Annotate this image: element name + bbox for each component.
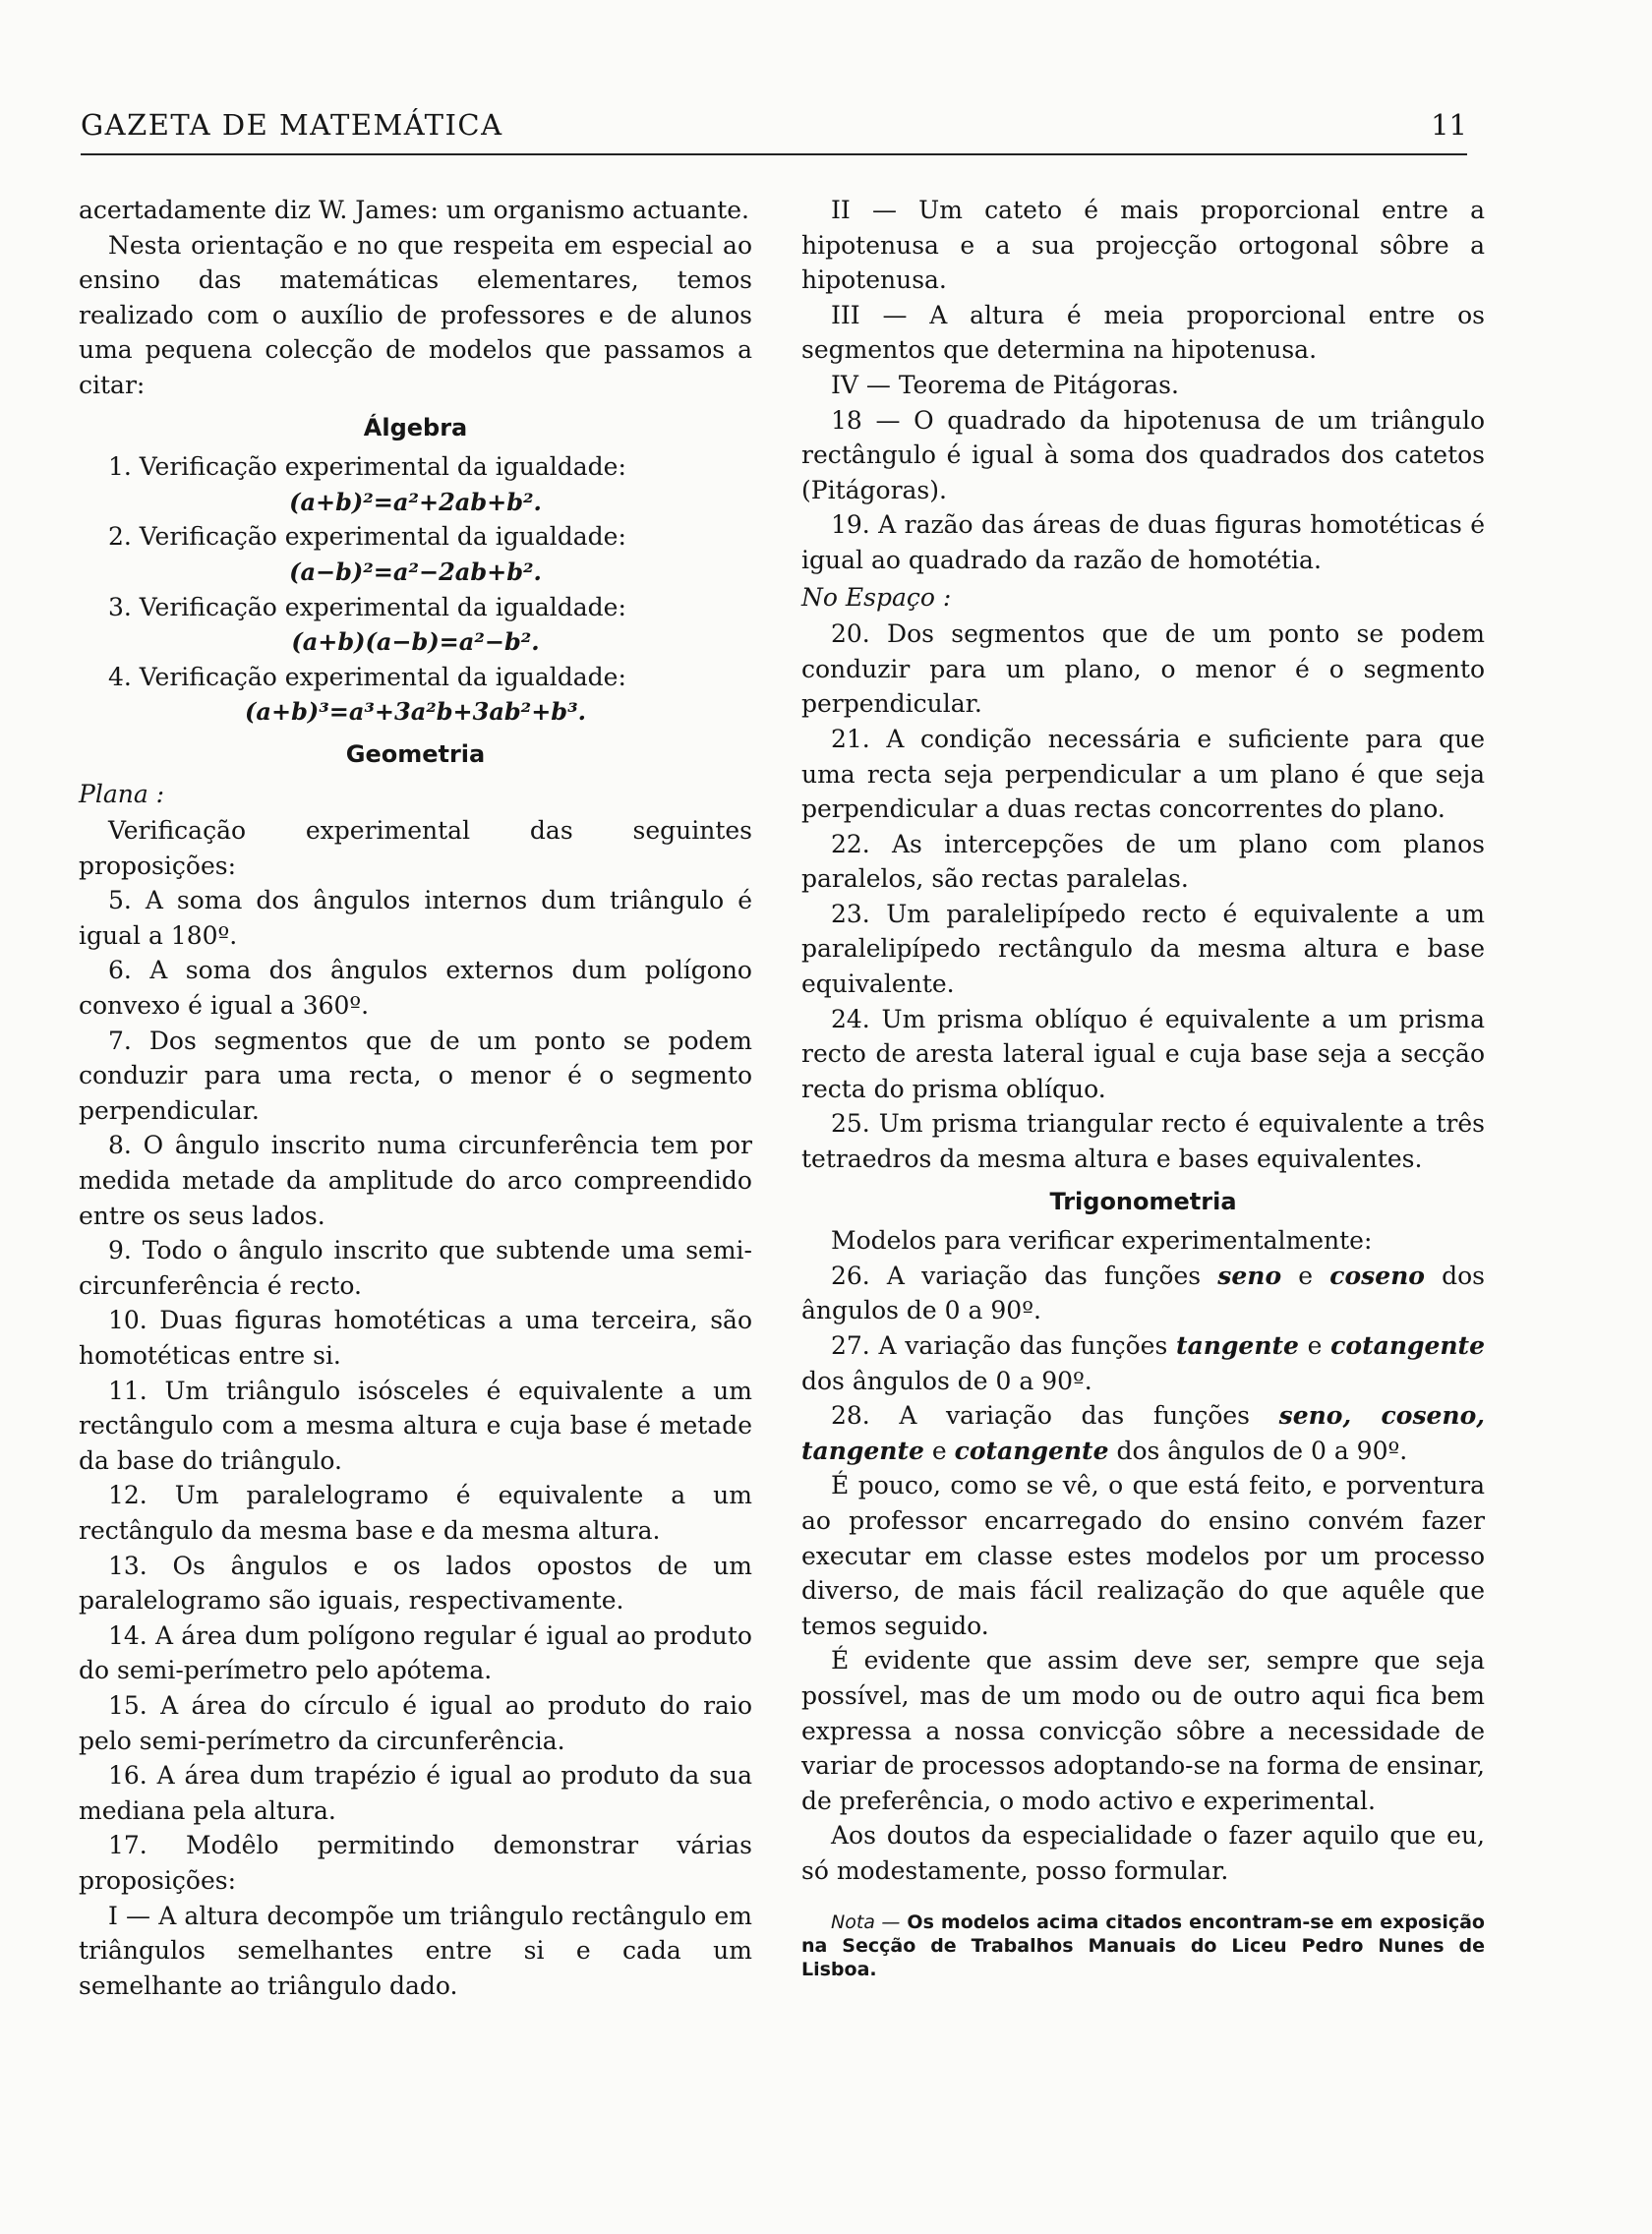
list-item-16: 16. A área dum trapézio é igual ao produto da sua mediana pela altura.: [79, 1761, 752, 1825]
term-cotangente: cotangente: [1330, 1331, 1486, 1360]
term-tangente: tangente: [1176, 1331, 1299, 1360]
list-item-28: [801, 1398, 1485, 1468]
list-item-22: 22. As intercepções de um plano com planos paralelos, são rectas paralelas.: [801, 829, 1485, 894]
list-item-7: 7. Dos segmentos que de um ponto se podem conduzir para uma recta, o menor é o segmento perpendicular.: [79, 1026, 752, 1125]
list-item-26: [801, 1259, 1485, 1328]
subheading-espaco: No Espaço :: [801, 582, 952, 612]
list-item-13: 13. Os ângulos e os lados opostos de um paralelogramo são iguais, respectivamente.: [79, 1551, 752, 1616]
item-27-tail: dos ângulos de 0 a 90º.: [801, 1366, 1092, 1395]
list-item-4: 4. Verificação experimental da igualdade:: [108, 662, 626, 691]
list-item-1: 1. Verificação experimental da igualdade:: [108, 452, 626, 482]
term-cotangente-2: cotangente: [954, 1436, 1109, 1465]
page-header: [81, 108, 1467, 155]
subheading-plana: Plana :: [79, 779, 165, 808]
paragraph-propositions-intro: Verificação experimental das seguintes proposições:: [79, 816, 752, 880]
list-item-18: 18 — O quadrado da hipotenusa de um triângulo rectângulo é igual à soma dos quadrados dos catetos (Pitágoras).: [801, 405, 1485, 504]
term-seno: seno: [1217, 1261, 1282, 1290]
right-column: [801, 193, 1485, 1981]
list-item-12: 12. Um paralelogramo é equivalente a um rectângulo da mesma base e da mesma altura.: [79, 1481, 752, 1545]
item-27-lead: 27. A variação das funções: [831, 1331, 1168, 1360]
item-26-lead: 26. A variação das funções: [831, 1261, 1202, 1290]
item-28-and: e: [931, 1436, 947, 1465]
footnote-text: Os modelos acima citados encontram-se em exposição na Secção de Trabalhos Manuais do Liceu Pedro Nunes de Lisboa.: [801, 1911, 1485, 1980]
roman-item-1: I — A altura decompõe um triângulo rectângulo em triângulos semelhantes entre si e cada um semelhante ao triângulo dado.: [79, 1901, 752, 2000]
list-item-14: 14. A área dum polígono regular é igual ao produto do semi-perímetro pelo apótema.: [79, 1620, 752, 1685]
paragraph-evidente: É evidente que assim deve ser, sempre que seja possível, mas de um modo ou de outro aqui fica bem expressa a nossa convicção sôbre a necessidade de variar de processos adoptando-se na forma de ensinar, de preferência, o modo activo e experimental.: [801, 1646, 1485, 1815]
list-item-8: 8. O ângulo inscrito numa circunferência tem por medida metade da amplitude do arco compreendido entre os seus lados.: [79, 1131, 752, 1230]
list-item-9: 9. Todo o ângulo inscrito que subtende uma semi-circunferência é recto.: [79, 1236, 752, 1300]
page-number: 11: [1431, 108, 1467, 142]
list-item-21: 21. A condição necessária e suficiente para que uma recta seja perpendicular a um plano é que seja perpendicular a duas rectas concorrentes do plano.: [801, 724, 1485, 824]
section-heading-geometria: Geometria: [345, 739, 486, 768]
roman-item-3: III — A altura é meia proporcional entre os segmentos que determina na hipotenusa.: [801, 300, 1485, 365]
section-heading-algebra: Álgebra: [363, 413, 468, 441]
formula-2: (a−b)²=a²−2ab+b².: [289, 557, 542, 586]
list-item-3: 3. Verificação experimental da igualdade:: [108, 592, 626, 621]
item-28-tail: dos ângulos de 0 a 90º.: [1116, 1436, 1408, 1465]
list-item-11: 11. Um triângulo isósceles é equivalente a um rectângulo com a mesma altura e cuja base é metade da base do triângulo.: [79, 1376, 752, 1475]
item-26-and: e: [1298, 1261, 1314, 1290]
list-item-23: 23. Um paralelipípedo recto é equivalente a um paralelipípedo rectângulo da mesma altura e base equivalente.: [801, 899, 1485, 999]
journal-title: GAZETA DE MATEMÁTICA: [81, 108, 503, 142]
section-heading-trigonometria: Trigonometria: [1049, 1187, 1237, 1215]
footnote: [801, 1911, 1485, 1981]
term-list: seno, coseno, tangente: [801, 1401, 1485, 1465]
list-item-19: 19. A razão das áreas de duas figuras homotéticas é igual ao quadrado da razão de homotétia.: [801, 510, 1485, 574]
roman-item-2: II — Um cateto é mais proporcional entre a hipotenusa e a sua projecção ortogonal sôbre a hipotenusa.: [801, 196, 1485, 295]
paragraph-orientation: Nesta orientação e no que respeita em especial ao ensino das matemáticas elementares, temos realizado com o auxílio de professores e de alunos uma pequena colecção de modelos que passamos a citar:: [79, 230, 752, 399]
list-item-20: 20. Dos segmentos que de um ponto se podem conduzir para um plano, o menor é o segmento perpendicular.: [801, 619, 1485, 719]
left-column: [79, 193, 752, 2003]
formula-4: (a+b)³=a³+3a²b+3ab²+b³.: [245, 697, 586, 727]
roman-item-4: IV — Teorema de Pitágoras.: [831, 370, 1179, 399]
list-item-17: 17. Modêlo permitindo demonstrar várias proposições:: [79, 1831, 752, 1895]
item-26-tail: dos ângulos de 0 a 90º.: [801, 1261, 1486, 1325]
item-28-lead: 28. A variação das funções: [831, 1401, 1251, 1431]
paragraph-doutos: Aos doutos da especialidade o fazer aquilo que eu, só modestamente, posso formular.: [801, 1821, 1485, 1885]
term-coseno: coseno: [1329, 1261, 1425, 1290]
paragraph-intro-end: acertadamente diz W. James: um organismo actuante.: [79, 196, 750, 224]
list-item-2: 2. Verificação experimental da igualdade:: [108, 522, 626, 552]
formula-3: (a+b)(a−b)=a²−b².: [291, 627, 540, 657]
list-item-27: [801, 1328, 1485, 1398]
list-item-10: 10. Duas figuras homotéticas a uma terceira, são homotéticas entre si.: [79, 1306, 752, 1370]
formula-1: (a+b)²=a²+2ab+b².: [289, 487, 542, 516]
list-item-24: 24. Um prisma oblíquo é equivalente a um prisma recto de aresta lateral igual e cuja base seja a secção recta do prisma oblíquo.: [801, 1004, 1485, 1103]
list-item-5: 5. A soma dos ângulos internos dum triângulo é igual a 180º.: [79, 886, 752, 950]
list-item-6: 6. A soma dos ângulos externos dum polígono convexo é igual a 360º.: [79, 956, 752, 1021]
list-item-25: 25. Um prisma triangular recto é equivalente a três tetraedros da mesma altura e bases equivalentes.: [801, 1109, 1485, 1174]
footnote-label: Nota —: [831, 1911, 901, 1933]
list-item-15: 15. A área do círculo é igual ao produto do raio pelo semi-perímetro da circunferência.: [79, 1690, 752, 1755]
item-27-and: e: [1307, 1331, 1323, 1360]
paragraph-trig-intro: Modelos para verificar experimentalmente:: [831, 1226, 1373, 1256]
paragraph-pouco: É pouco, como se vê, o que está feito, e porventura ao professor encarregado do ensino convém fazer executar em classe estes modelos por um processo diverso, de mais fácil realização do que aquêle que temos seguido.: [801, 1471, 1485, 1640]
